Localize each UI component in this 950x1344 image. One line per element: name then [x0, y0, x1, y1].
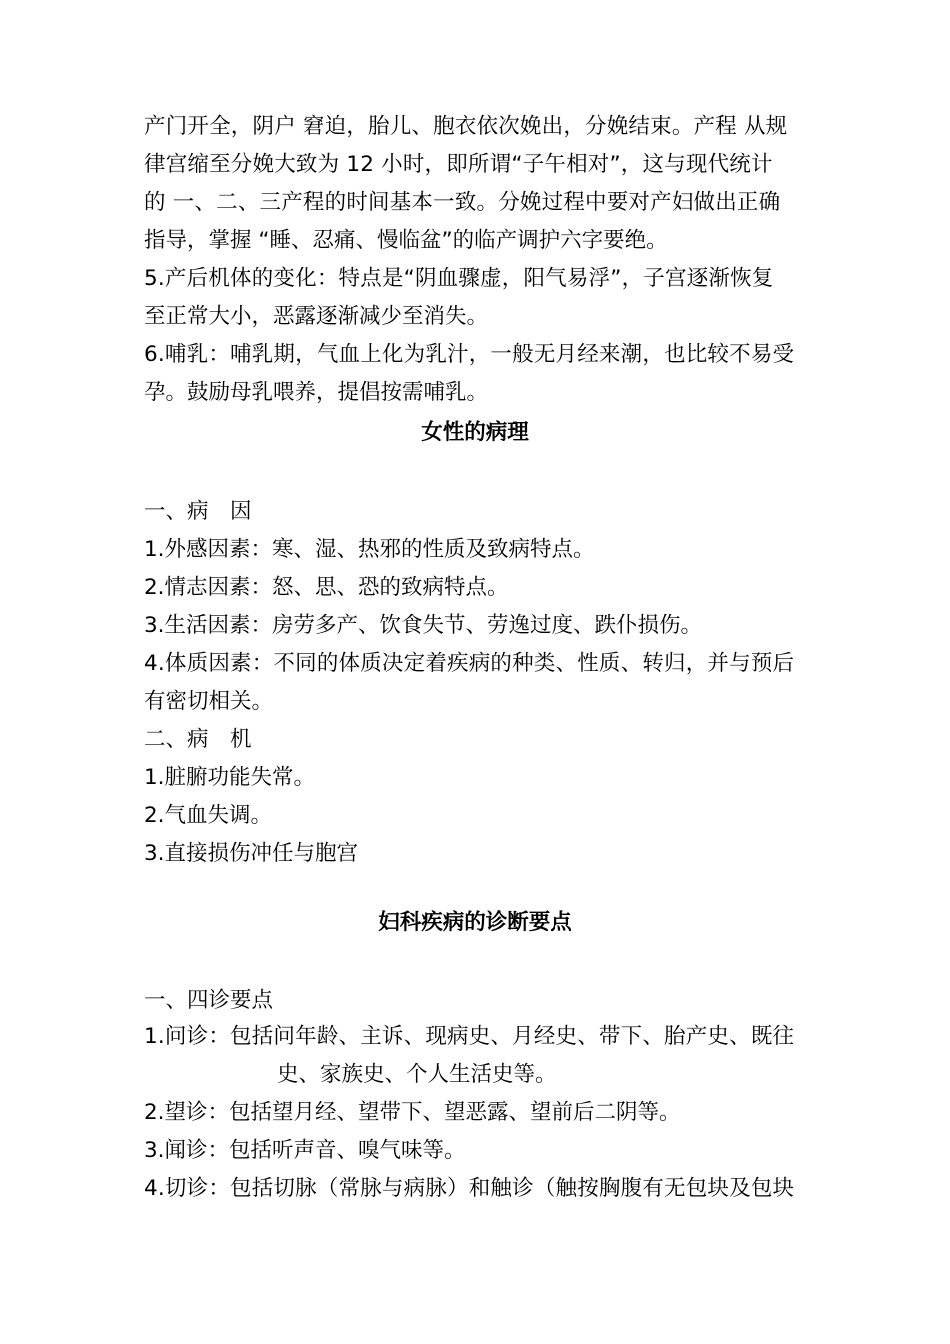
list-item: 2.气血失调。: [144, 803, 273, 828]
list-item: 6.哺乳：哺乳期，气血上化为乳汁，一般无月经来潮，也比较不易受: [144, 342, 795, 367]
subsection-heading: 一、病 因: [144, 499, 252, 524]
list-item: 1.脏腑功能失常。: [144, 765, 316, 790]
list-item: 1.外感因素：寒、湿、热邪的性质及致病特点。: [144, 537, 595, 562]
list-item: 3.闻诊：包括听声音、嗅气味等。: [144, 1138, 466, 1163]
paragraph-line: 孕。鼓励母乳喂养，提倡按需哺乳。: [144, 380, 489, 405]
paragraph-line: 的 一、二、三产程的时间基本一致。分娩过程中要对产妇做出正确: [144, 190, 781, 215]
list-item: 3.直接损伤冲任与胞宫: [144, 841, 359, 866]
section-title-pathology: 女性的病理: [421, 420, 529, 445]
paragraph-line: 律宫缩至分娩大致为 12 小时，即所谓“子午相对”，这与现代统计: [144, 152, 773, 177]
paragraph-line: 产门开全，阴户 窘迫，胎儿、胞衣依次娩出，分娩结束。产程 从规: [144, 114, 788, 139]
list-item: 1.问诊：包括问年龄、主诉、现病史、月经史、带下、胎产史、既往: [144, 1024, 795, 1049]
section-title-diagnosis: 妇科疾病的诊断要点: [378, 910, 572, 935]
subsection-heading: 一、四诊要点: [144, 988, 274, 1013]
paragraph-line: 指导，掌握 “睡、忍痛、慢临盆”的临产调护六字要绝。: [144, 228, 668, 253]
paragraph-line: 至正常大小，恶露逐渐减少至消失。: [144, 304, 489, 329]
list-item: 5.产后机体的变化：特点是“阴血骤虚，阳气易浮”，子宫逐渐恢复: [144, 266, 774, 291]
list-item: 2.望诊：包括望月经、望带下、望恶露、望前后二阴等。: [144, 1100, 681, 1125]
list-item: 3.生活因素：房劳多产、饮食失节、劳逸过度、跌仆损伤。: [144, 613, 703, 638]
subsection-heading: 二、病 机: [144, 727, 252, 752]
paragraph-line: 有密切相关。: [144, 689, 274, 714]
paragraph-line: 史、家族史、个人生活史等。: [277, 1062, 557, 1087]
list-item: 2.情志因素：怒、思、恐的致病特点。: [144, 575, 509, 600]
list-item: 4.切诊：包括切脉（常脉与病脉）和触诊（触按胸腹有无包块及包块: [144, 1176, 795, 1201]
list-item: 4.体质因素：不同的体质决定着疾病的种类、性质、转归，并与预后: [144, 651, 795, 676]
